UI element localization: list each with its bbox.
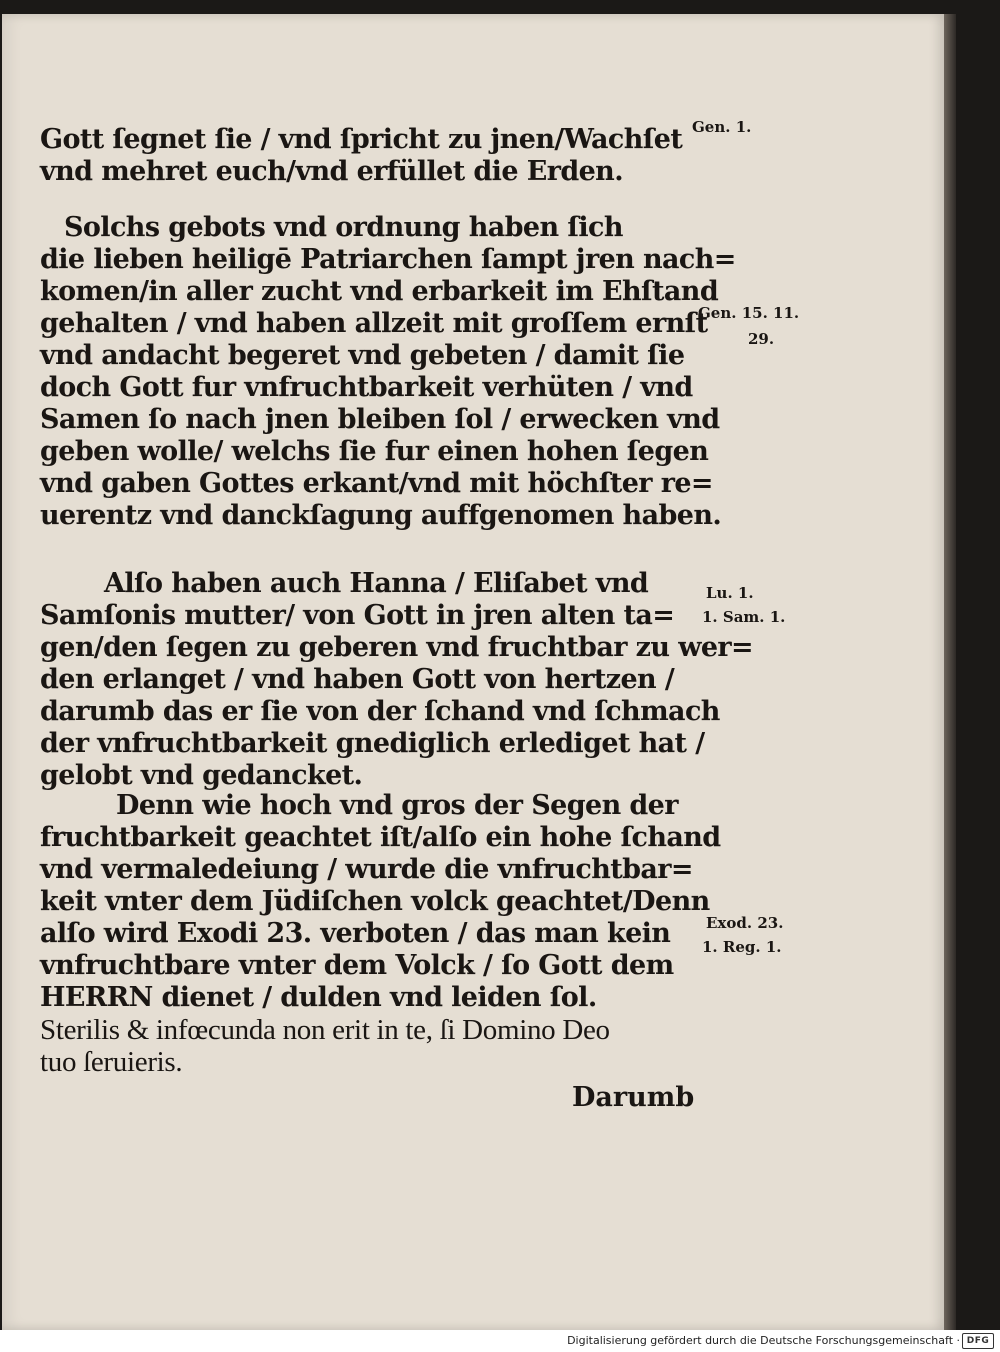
text-line: uerentz vnd danckſagung auffgenomen haben. [40,500,722,531]
page-edge [944,14,956,1330]
marginal-note: Exod. 23. [706,914,784,932]
text-line: vnd andacht begeret vnd gebeten / damit ſie [40,340,685,371]
dfg-logo: DFG [962,1333,994,1349]
text-line: komen/in aller zucht vnd erbarkeit im Ehſtand [40,276,719,307]
text-line: Gott ſegnet ſie / vnd ſpricht zu jnen/Wachſet [40,124,683,155]
marginal-note: Gen. 15. 11. [698,304,800,322]
marginal-note: Lu. 1. [706,584,754,602]
text-line: vnd mehret euch/vnd erfüllet die Erden. [40,156,624,187]
text-line: fruchtbarkeit geachtet iſt/alſo ein hohe ſchand [40,822,721,853]
text-line: der vnfruchtbarkeit gnediglich erlediget hat / [40,728,705,759]
text-line: doch Gott fur vnfruchtbarkeit verhüten / vnd [40,372,693,403]
text-line: gehalten / vnd haben allzeit mit groſſem ernſt [40,308,708,339]
marginal-note: 1. Reg. 1. [702,938,782,956]
book-page [2,14,946,1330]
text-line: darumb das er ſie von der ſchand vnd ſchmach [40,696,720,727]
text-line: vnfruchtbare vnter dem Volck / ſo Gott dem [40,950,674,981]
text-line: vnd vermaledeiung / wurde die vnfruchtbar= [40,854,693,885]
text-line: Samen ſo nach jnen bleiben ſol / erwecken vnd [40,404,720,435]
marginal-note: 1. Sam. 1. [702,608,786,626]
text-line-latin: tuo ſeruieris. [40,1046,183,1078]
text-line: HERRN dienet / dulden vnd leiden ſol. [40,982,597,1013]
text-line: Samſonis mutter/ von Gott in jren alten ta= [40,600,675,631]
text-line: alſo wird Exodi 23. verboten / das man kein [40,918,671,949]
marginal-note: 29. [748,330,775,348]
text-line: vnd gaben Gottes erkant/vnd mit höchſter re= [40,468,713,499]
text-line: Denn wie hoch vnd gros der Segen der [116,790,678,821]
text-line: Alſo haben auch Hanna / Eliſabet vnd [104,568,649,599]
marginal-note: Gen. 1. [692,118,752,136]
digitization-credit: Digitalisierung gefördert durch die Deutsche Forschungsgemeinschaft · [567,1334,960,1347]
text-line: Solchs gebots vnd ordnung haben ſich [64,212,623,243]
text-line: keit vnter dem Jüdiſchen volck geachtet/Denn [40,886,710,917]
text-line: die lieben heiligē Patriarchen ſampt jren nach= [40,244,736,275]
text-line: geben wolle/ welchs ſie fur einen hohen ſegen [40,436,709,467]
text-line: gelobt vnd gedancket. [40,760,363,791]
catchword: Darumb [572,1082,695,1113]
text-line: den erlanget / vnd haben Gott von hertzen / [40,664,675,695]
text-line: gen/den ſegen zu geberen vnd fruchtbar zu wer= [40,632,754,663]
text-line-latin: Sterilis & infœcunda non erit in te, ſi Domino Deo [40,1014,610,1046]
